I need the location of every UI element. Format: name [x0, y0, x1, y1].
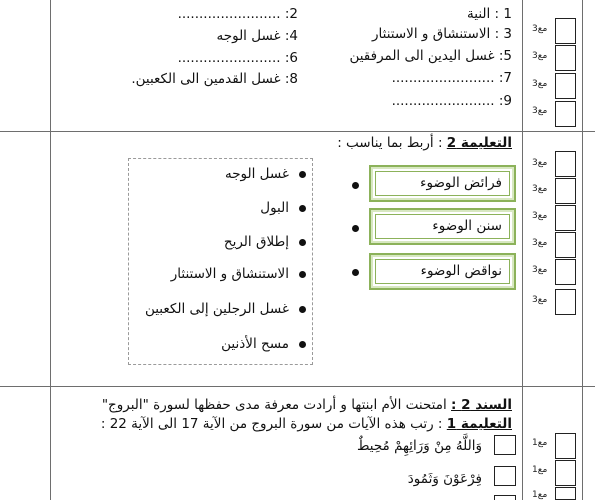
option-item: إطلاق الريح — [223, 234, 289, 250]
verse-item: فِرْعَوْنَ وَثَمُودَ — [407, 471, 482, 487]
mark-label: مع3 — [532, 158, 548, 168]
mark-label: مع3 — [532, 238, 548, 248]
category-label: فرائض الوضوء — [420, 175, 502, 191]
wudu-step-8: 8: غسل القدمين الى الكعبين. — [131, 71, 298, 87]
table-left-border — [50, 0, 51, 500]
option-item: مسح الأذنين — [221, 336, 289, 352]
table-right-border — [582, 0, 583, 500]
option-item: غسل الوجه — [224, 166, 289, 182]
verse-order-box[interactable] — [494, 435, 516, 455]
category-label: نواقض الوضوء — [420, 263, 502, 279]
mark-label: مع1 — [532, 465, 548, 475]
row-divider-2 — [0, 386, 595, 387]
instruction-1-label: التعليمة 1 — [446, 416, 512, 432]
verse-order-box[interactable] — [494, 495, 516, 500]
category-box-nawaqid[interactable] — [369, 253, 516, 290]
option-bullet[interactable] — [299, 306, 306, 313]
verse-item: وَاللَّهُ مِنْ وَرَائِهِمْ مُحِيطٌ — [356, 438, 482, 454]
category-bullet[interactable] — [352, 225, 359, 232]
option-bullet[interactable] — [299, 341, 306, 348]
instruction-2-label: التعليمة 2 — [446, 135, 512, 151]
mark-label: مع3 — [532, 295, 548, 305]
table-inner-divider — [522, 0, 523, 500]
mark-box-top-4[interactable] — [555, 101, 576, 127]
mark-label: مع3 — [532, 106, 548, 116]
mark-box-support-3[interactable] — [555, 487, 576, 500]
verse-order-box[interactable] — [494, 466, 516, 486]
mark-box-match-4[interactable] — [555, 232, 576, 258]
option-bullet[interactable] — [299, 171, 306, 178]
option-bullet[interactable] — [299, 205, 306, 212]
mark-box-match-2[interactable] — [555, 178, 576, 204]
option-bullet[interactable] — [299, 239, 306, 246]
instruction-1-line — [101, 416, 512, 432]
mark-box-match-6[interactable] — [555, 289, 576, 315]
instruction-2-text: : أربط بما يناسب : — [337, 135, 443, 151]
row-divider-1 — [0, 131, 595, 132]
option-item: الاستنشاق و الاستنثار — [170, 266, 289, 282]
mark-label: مع3 — [532, 265, 548, 275]
wudu-step-6: 6: ........................ — [177, 50, 298, 66]
category-box-sunan[interactable] — [369, 208, 516, 245]
wudu-step-3: 3 : الاستنشاق و الاستنثار — [372, 26, 512, 42]
mark-label: مع3 — [532, 51, 548, 61]
support-2-line — [102, 397, 512, 413]
mark-label: مع3 — [532, 24, 548, 34]
wudu-step-2: 2: ........................ — [177, 6, 298, 22]
mark-label: مع3 — [532, 184, 548, 194]
mark-box-top-2[interactable] — [555, 45, 576, 71]
options-container — [128, 158, 313, 365]
instruction-2 — [337, 135, 512, 151]
mark-label: مع3 — [532, 211, 548, 221]
option-bullet[interactable] — [299, 271, 306, 278]
instruction-1-text: : رتب هذه الآيات من سورة البروج من الآية 17 الى الآية 22 : — [100, 416, 443, 432]
mark-box-match-3[interactable] — [555, 205, 576, 231]
category-bullet[interactable] — [352, 182, 359, 189]
wudu-step-7: 7: ........................ — [391, 70, 512, 86]
wudu-step-1: 1 : النية — [467, 6, 512, 22]
option-item: غسل الرجلين إلى الكعبين — [144, 301, 289, 317]
category-box-faraid[interactable] — [369, 165, 516, 202]
wudu-step-4: 4: غسل الوجه — [216, 28, 298, 44]
support-2-text: امتحنت الأم ابنتها و أرادت معرفة مدى حفظها لسورة "البروج" — [101, 397, 447, 413]
mark-label: مع1 — [532, 438, 548, 448]
mark-label: مع1 — [532, 490, 548, 500]
mark-box-match-5[interactable] — [555, 259, 576, 285]
category-bullet[interactable] — [352, 269, 359, 276]
wudu-step-5: 5: غسل اليدين الى المرفقين — [349, 48, 512, 64]
support-2-label: السند 2 : — [451, 397, 512, 413]
wudu-step-9: 9: ........................ — [391, 93, 512, 109]
mark-box-support-1[interactable] — [555, 433, 576, 459]
mark-label: مع3 — [532, 79, 548, 89]
mark-box-top-1[interactable] — [555, 18, 576, 44]
option-item: البول — [260, 200, 289, 216]
mark-box-match-1[interactable] — [555, 151, 576, 177]
category-label: سنن الوضوء — [432, 218, 502, 234]
mark-box-top-3[interactable] — [555, 73, 576, 99]
mark-box-support-2[interactable] — [555, 460, 576, 486]
